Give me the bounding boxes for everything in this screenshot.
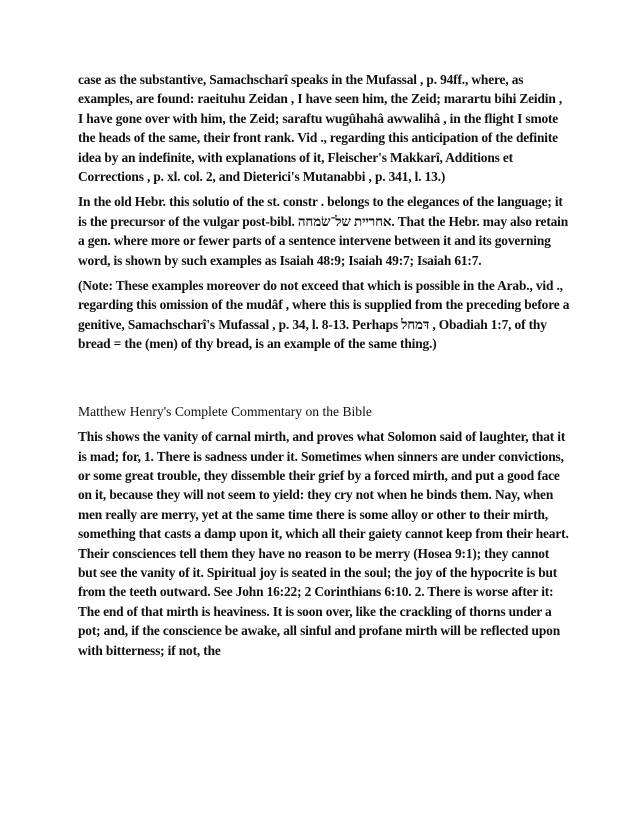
paragraph-old-hebrew: In the old Hebr. this solutio of the st. constr . belongs to the elegances of the language; it is the precursor of the vulgar post-bibl. אחריית של־שׂמחה. That the Hebr. may also retain a gen. where more or fewer parts of a sentence intervene between it and its governing word, is shown by such examples as Isaiah 48:9; Isaiah 49:7; Isaiah 61:7. (78, 194, 569, 268)
paragraph-mufassal-continuation: case as the substantive, Samachscharî speaks in the Mufassal , p. 94ff., where, as examples, are found: raeituhu Zeidan , I have seen him, the Zeid; marartu bihi Zeidin , I have gone over with him, the Zeid; saraftu wugûhahâ awwalihâ , in the flight I smote the heads of the same, their front rank. Vid ., regarding this anticipation of the definite idea by an indefinite, with explanations of it, Fleischer's Makkarî, Additions et Corrections , p. xl. col. 2, and Dieterici's Mutanabbi , p. 341, l. 13.) (78, 72, 563, 185)
section-title: Matthew Henry's Complete Commentary on the Bible (78, 403, 372, 419)
paragraph-note: (Note: These examples moreover do not exceed that which is possible in the Arab., vid ., regarding this omission of the mudâf , where this is supplied from the preceding before a genitive, Samachscharî's Mufassal , p. 34, l. 8-13. Perhaps דּמחל , Obadiah 1:7, of thy bread = the (men) of thy bread, is an example of the same thing.) (78, 278, 570, 352)
document-page (78, 70, 570, 666)
section-spacer (78, 360, 570, 402)
paragraph-commentary: This shows the vanity of carnal mirth, and proves what Solomon said of laughter, that it is mad; for, 1. There is sadness under it. Sometimes when sinners are under convictions, or some great trouble, they dissemble their grief by a forced mirth, and put a good face on it, because they will not seem to yield: they cry not when he binds them. Nay, when men really are merry, yet at the same time there is some alloy or other to their mirth, something that casts a damp upon it, which all their gaiety cannot keep from their heart. Their consciences tell them they have no reason to be merry (Hosea 9:1); they cannot but see the vanity of it. Spiritual joy is seated in the soul; the joy of the hypocrite is but from the teeth outward. See John 16:22; 2 Corinthians 6:10. 2. There is worse after it: The end of that mirth is heaviness. It is soon over, like the crackling of thorns under a pot; and, if the conscience be awake, all sinful and profane mirth will be reflected upon with bitterness; if not, the (78, 429, 569, 658)
